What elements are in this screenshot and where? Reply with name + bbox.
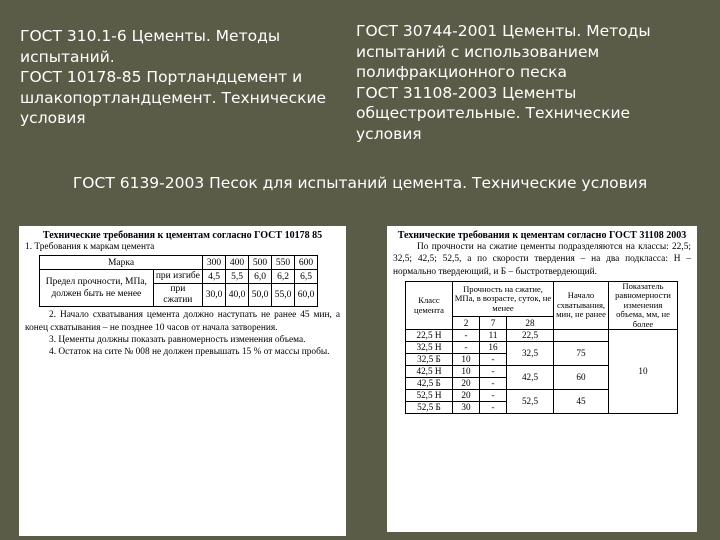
requirement-3: 3. Цементы должны показать равномерность изменения объема.: [49, 334, 306, 345]
brand-cell: 550: [272, 256, 295, 270]
day2-cell: 30: [453, 402, 480, 414]
day7-cell: -: [480, 354, 507, 366]
setting-cell: 45: [554, 390, 609, 414]
heading-right: ГОСТ 30744-2001 Цементы. Методы испытаний с использованием полифракционного песка ГОСТ 31108-2003 Цементы общестроительные. Технические условия: [356, 22, 651, 143]
day28-cell: 52,5: [507, 390, 554, 414]
uniformity-cell: 10: [609, 330, 678, 414]
day7-cell: -: [480, 366, 507, 378]
class-cell: 22,5 Н: [406, 330, 453, 342]
day28-cell: 42,5: [507, 366, 554, 390]
day2-cell: -: [453, 342, 480, 354]
comp-value: 55,0: [272, 284, 295, 307]
day-header: 28: [507, 316, 554, 330]
day2-cell: 20: [453, 378, 480, 390]
class-cell: 42,5 Н: [406, 366, 453, 378]
col-strength: Прочность на сжатие, МПа, в возрасте, суток, не менее: [453, 281, 554, 316]
setting-cell: [554, 330, 609, 342]
bend-value: 4,5: [203, 270, 226, 284]
heading-center: ГОСТ 6139-2003 Песок для испытаний цемента. Технические условия: [72, 174, 648, 192]
bend-value: 6,2: [272, 270, 295, 284]
day2-cell: -: [453, 330, 480, 342]
brand-cell: 400: [226, 256, 249, 270]
day2-cell: 10: [453, 366, 480, 378]
scan-gost-31108: [387, 226, 697, 532]
day7-cell: -: [480, 402, 507, 414]
class-cell: 52,5 Б: [406, 402, 453, 414]
comp-value: 40,0: [226, 284, 249, 307]
class-strength-table: [405, 281, 678, 415]
brand-label: Марка: [40, 256, 203, 270]
day7-cell: 16: [480, 342, 507, 354]
day-header: 7: [480, 316, 507, 330]
day-header: 2: [453, 316, 480, 330]
class-cell: 42,5 Б: [406, 378, 453, 390]
day7-cell: -: [480, 390, 507, 402]
comp-value: 30,0: [203, 284, 226, 307]
scan-gost-10178: [19, 226, 346, 536]
day7-cell: 11: [480, 330, 507, 342]
day28-cell: 32,5: [507, 342, 554, 366]
class-cell: 32,5 Б: [406, 354, 453, 366]
col-setting: Начало схватывания, мин, не ранее: [554, 281, 609, 330]
brand-strength-table: [39, 255, 318, 307]
classes-intro: По прочности на сжатие цементы подразделяются на классы: 22,5; 32,5; 42,5; 52,5, а по скорости твердения – на два подкласса: Н – нормально твердеющий, и Б – быстротвердеющий.: [393, 242, 691, 277]
day7-cell: -: [480, 378, 507, 390]
setting-cell: 60: [554, 366, 609, 390]
day2-cell: 20: [453, 390, 480, 402]
requirement-1: 1. Требования к маркам цемента: [25, 242, 155, 252]
setting-cell: 75: [554, 342, 609, 366]
class-cell: 32,5 Н: [406, 342, 453, 354]
bend-label: при изгибе: [153, 270, 202, 284]
day28-cell: 22,5: [507, 330, 554, 342]
brand-cell: 300: [203, 256, 226, 270]
strength-label: Предел прочности, МПа, должен быть не менее: [40, 270, 154, 307]
col-class: Класс цемента: [406, 281, 453, 330]
class-cell: 52,5 Н: [406, 390, 453, 402]
brand-cell: 500: [249, 256, 272, 270]
col-uniformity: Показатель равномерности изменения объема, мм, не более: [609, 281, 678, 330]
scan-title: Технические требования к цементам согласно ГОСТ 31108 2003: [397, 230, 687, 241]
bend-value: 6,0: [249, 270, 272, 284]
brand-cell: 600: [295, 256, 318, 270]
requirement-4: 4. Остаток на сите № 008 не должен превышать 15 % от массы пробы.: [49, 347, 330, 358]
heading-left: ГОСТ 310.1-6 Цементы. Методы испытаний. ГОСТ 10178-85 Портландцемент и шлакопортландцемент. Технические условия: [20, 27, 327, 127]
day2-cell: 10: [453, 354, 480, 366]
comp-value: 60,0: [295, 284, 318, 307]
comp-label: при сжатии: [153, 284, 202, 307]
requirement-2: 2. Начало схватывания цемента должно наступать не ранее 45 мин, а конец схватывания – не позднее 10 часов от начала затворения.: [25, 310, 340, 333]
bend-value: 6,5: [295, 270, 318, 284]
bend-value: 5,5: [226, 270, 249, 284]
scan-title: Технические требования к цементам согласно ГОСТ 10178 85: [42, 230, 323, 241]
comp-value: 50,0: [249, 284, 272, 307]
